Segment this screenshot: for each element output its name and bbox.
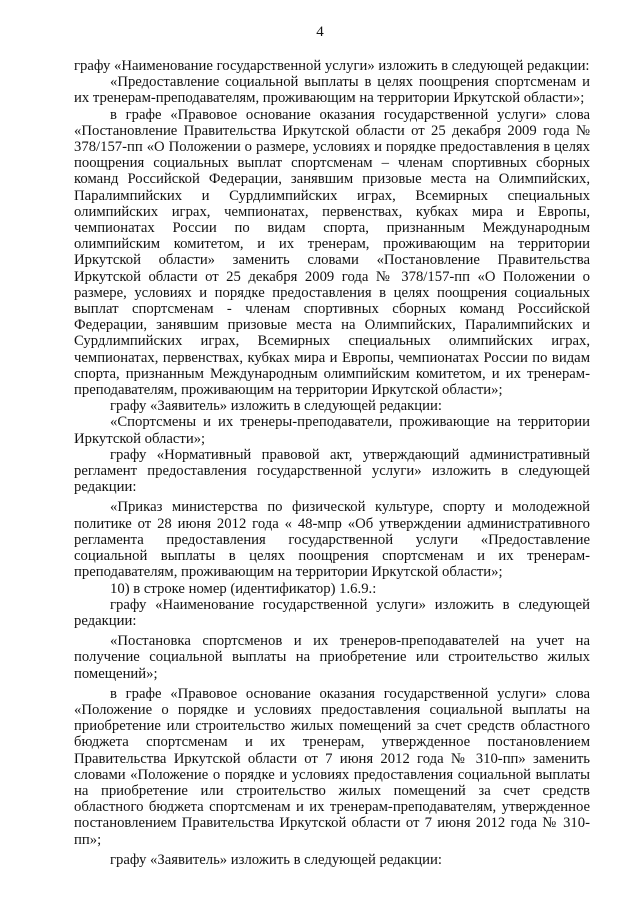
paragraph: графу «Заявитель» изложить в следующей редакции: (110, 398, 442, 415)
paragraph: графу «Заявитель» изложить в следующей редакции: (110, 851, 442, 868)
paragraph: «Постановка спортсменов и их тренеров-преподавателей на учет на получение социальной выплаты на приобретение или строительство жилых помещений»; (74, 633, 590, 682)
paragraph: «Спортсмены и их тренеры-преподаватели, проживающие на территории Иркутской области»; (74, 414, 590, 447)
paragraph: графу «Нормативный правовой акт, утверждающий административный регламент предоставления государственной услуги» изложить в следующей редакции: (74, 446, 590, 496)
paragraph: «Приказ министерства по физической культуре, спорту и молодежной политике от 28 июня 2012 года « 48-мпр «Об утверждении административного регламента предоставления государственной услуги «Предоставление социальной выплаты в целях поощрения спортсменам и их тренерам-преподавателям, проживающим на территории Иркутской области»; (74, 499, 590, 581)
paragraph: «Предоставление социальной выплаты в целях поощрения спортсменам и их тренерам-преподавателям, проживающим на территории Иркутской области»; (74, 74, 590, 107)
document-body (74, 58, 590, 868)
paragraph: графу «Наименование государственной услуги» изложить в следующей редакции: (74, 58, 590, 74)
paragraph: в графе «Правовое основание оказания государственной услуги» слова «Положение о порядке и условиях предоставления социальной выплаты на приобретение или строительство жилых помещений за счет средств областного бюджета спортсменам и их тренерам, утвержденное постановлением Правительства Иркутской области от 7 июня 2012 года № 310-пп» заменить словами «Положение о порядке и условиях предоставления социальной выплаты на приобретение или строительство жилых помещений за счет средств областного бюджета спортсменам и их тренерам-преподавателям, утвержденное постановлением Правительства Иркутской области от 7 июня 2012 года № 310-пп»; (74, 685, 590, 848)
paragraph: графу «Наименование государственной услуги» изложить в следующей редакции: (74, 596, 590, 629)
paragraph: в графе «Правовое основание оказания государственной услуги» слова «Постановление Правительства Иркутской области от 25 декабря 2009 года № 378/157-пп «О Положении о размере, условиях и порядке предоставления в целях поощрения социальных выплат спортсменам – членам спортивных сборных команд Российской Федерации, занявшим призовые места на Олимпийских, Паралимпийских и Сурдлимпийских играх, Всемирных специальных олимпийских играх, чемпионатах, первенствах, кубках мира и Европы, чемпионатах России по видам спорта, признанным Международным олимпийским комитетом, и их тренерам, проживающим на территории Иркутской области» заменить словами «Постановление Правительства Иркутской области от 25 декабря 2009 года № 378/157-пп «О Положении о размере, условиях и порядке предоставления в целях поощрения социальных выплат спортсменам - членам спортивных сборных команд Российской Федерации, занявшим призовые места на Олимпийских, Паралимпийских и Сурдлимпийских играх, Всемирных специальных олимпийских играх, чемпионатах, первенствах, кубках мира и Европы, чемпионатах России по видам спорта, признанным Международным олимпийским комитетом, и их тренерам-преподавателям, проживающим на территории Иркутской области»; (74, 106, 590, 399)
page-number: 4 (316, 24, 324, 40)
paragraph: 10) в строке номер (идентификатор) 1.6.9.: (110, 580, 377, 597)
